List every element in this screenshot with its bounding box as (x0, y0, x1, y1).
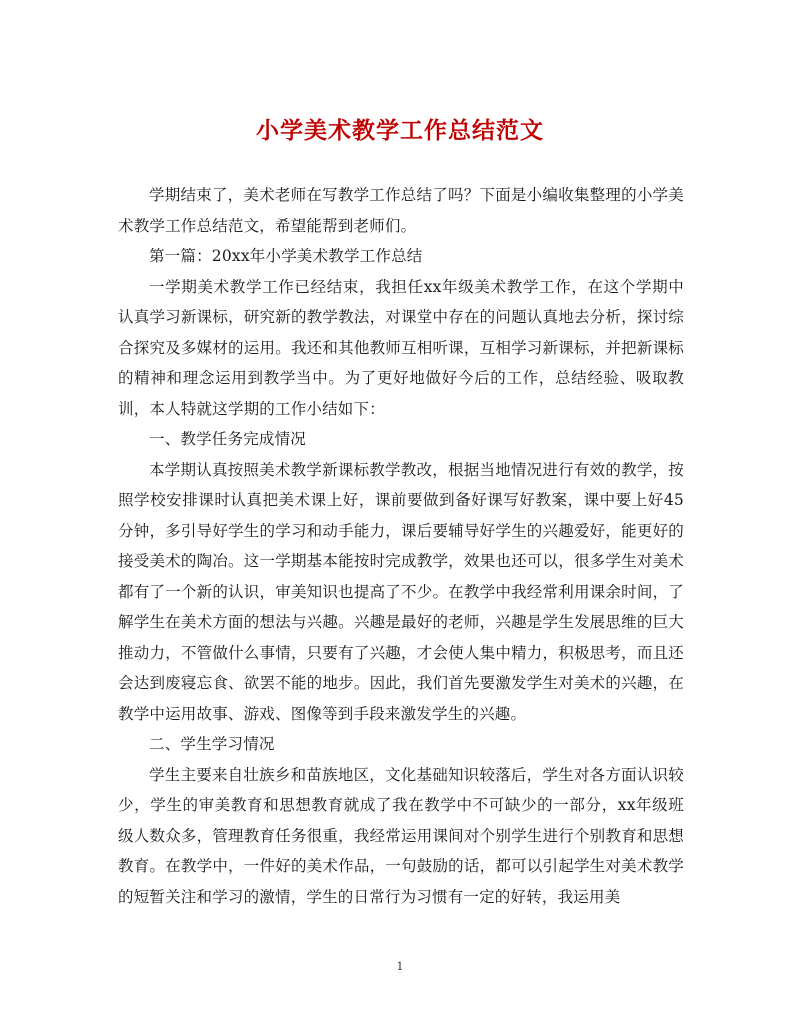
overview-paragraph: 一学期美术教学工作已经结束，我担任xx年级美术教学工作，在这个学期中认真学习新课标，研究新的教学教法，对课堂中存在的问题认真地去分析，探讨综合探究及多媒材的运用。我还和其他教师互相听课，互相学习新课标，并把新课标的精神和理念运用到教学当中。为了更好地做好今后的工作，总结经验、吸取教训，本人特就这学期的工作小结如下： (118, 277, 684, 418)
section-heading-first-article: 第一篇：20xx年小学美术教学工作总结 (149, 247, 423, 265)
section-heading-teaching-tasks: 一、教学任务完成情况 (149, 430, 307, 448)
section-heading-student-learning: 二、学生学习情况 (149, 735, 275, 753)
student-learning-paragraph: 学生主要来自壮族乡和苗族地区，文化基础知识较落后，学生对各方面认识较少，学生的审美教育和思想教育就成了我在教学中不可缺少的一部分，xx年级班级人数众多，管理教育任务很重，我经常运用课间对个别学生进行个别教育和思想教育。在教学中，一件好的美术作品，一句鼓励的话，都可以引起学生对美术教学的短暂关注和学习的激情，学生的日常行为习惯有一定的好转，我运用美 (118, 765, 684, 906)
teaching-tasks-paragraph: 本学期认真按照美术教学新课标教学教改，根据当地情况进行有效的教学，按照学校安排课时认真把美术课上好，课前要做到备好课写好教案，课中要上好45分钟，多引导好学生的学习和动手能力，课后要辅导好学生的兴趣爱好，能更好的接受美术的陶冶。这一学期基本能按时完成教学，效果也还可以，很多学生对美术都有了一个新的认识，审美知识也提高了不少。在教学中我经常利用课余时间，了解学生在美术方面的想法与兴趣。兴趣是最好的老师，兴趣是学生发展思维的巨大推动力，不管做什么事情，只要有了兴趣，才会使人集中精力，积极思考，而且还会达到废寝忘食、欲罢不能的地步。因此，我们首先要激发学生对美术的兴趣，在教学中运用故事、游戏、图像等到手段来激发学生的兴趣。 (118, 460, 684, 723)
page-number: 1 (396, 960, 404, 973)
document-title: 小学美术教学工作总结范文 (256, 117, 544, 144)
intro-paragraph: 学期结束了，美术老师在写教学工作总结了吗？下面是小编收集整理的小学美术教学工作总结范文，希望能帮到老师们。 (118, 186, 684, 235)
document-body (118, 180, 684, 912)
